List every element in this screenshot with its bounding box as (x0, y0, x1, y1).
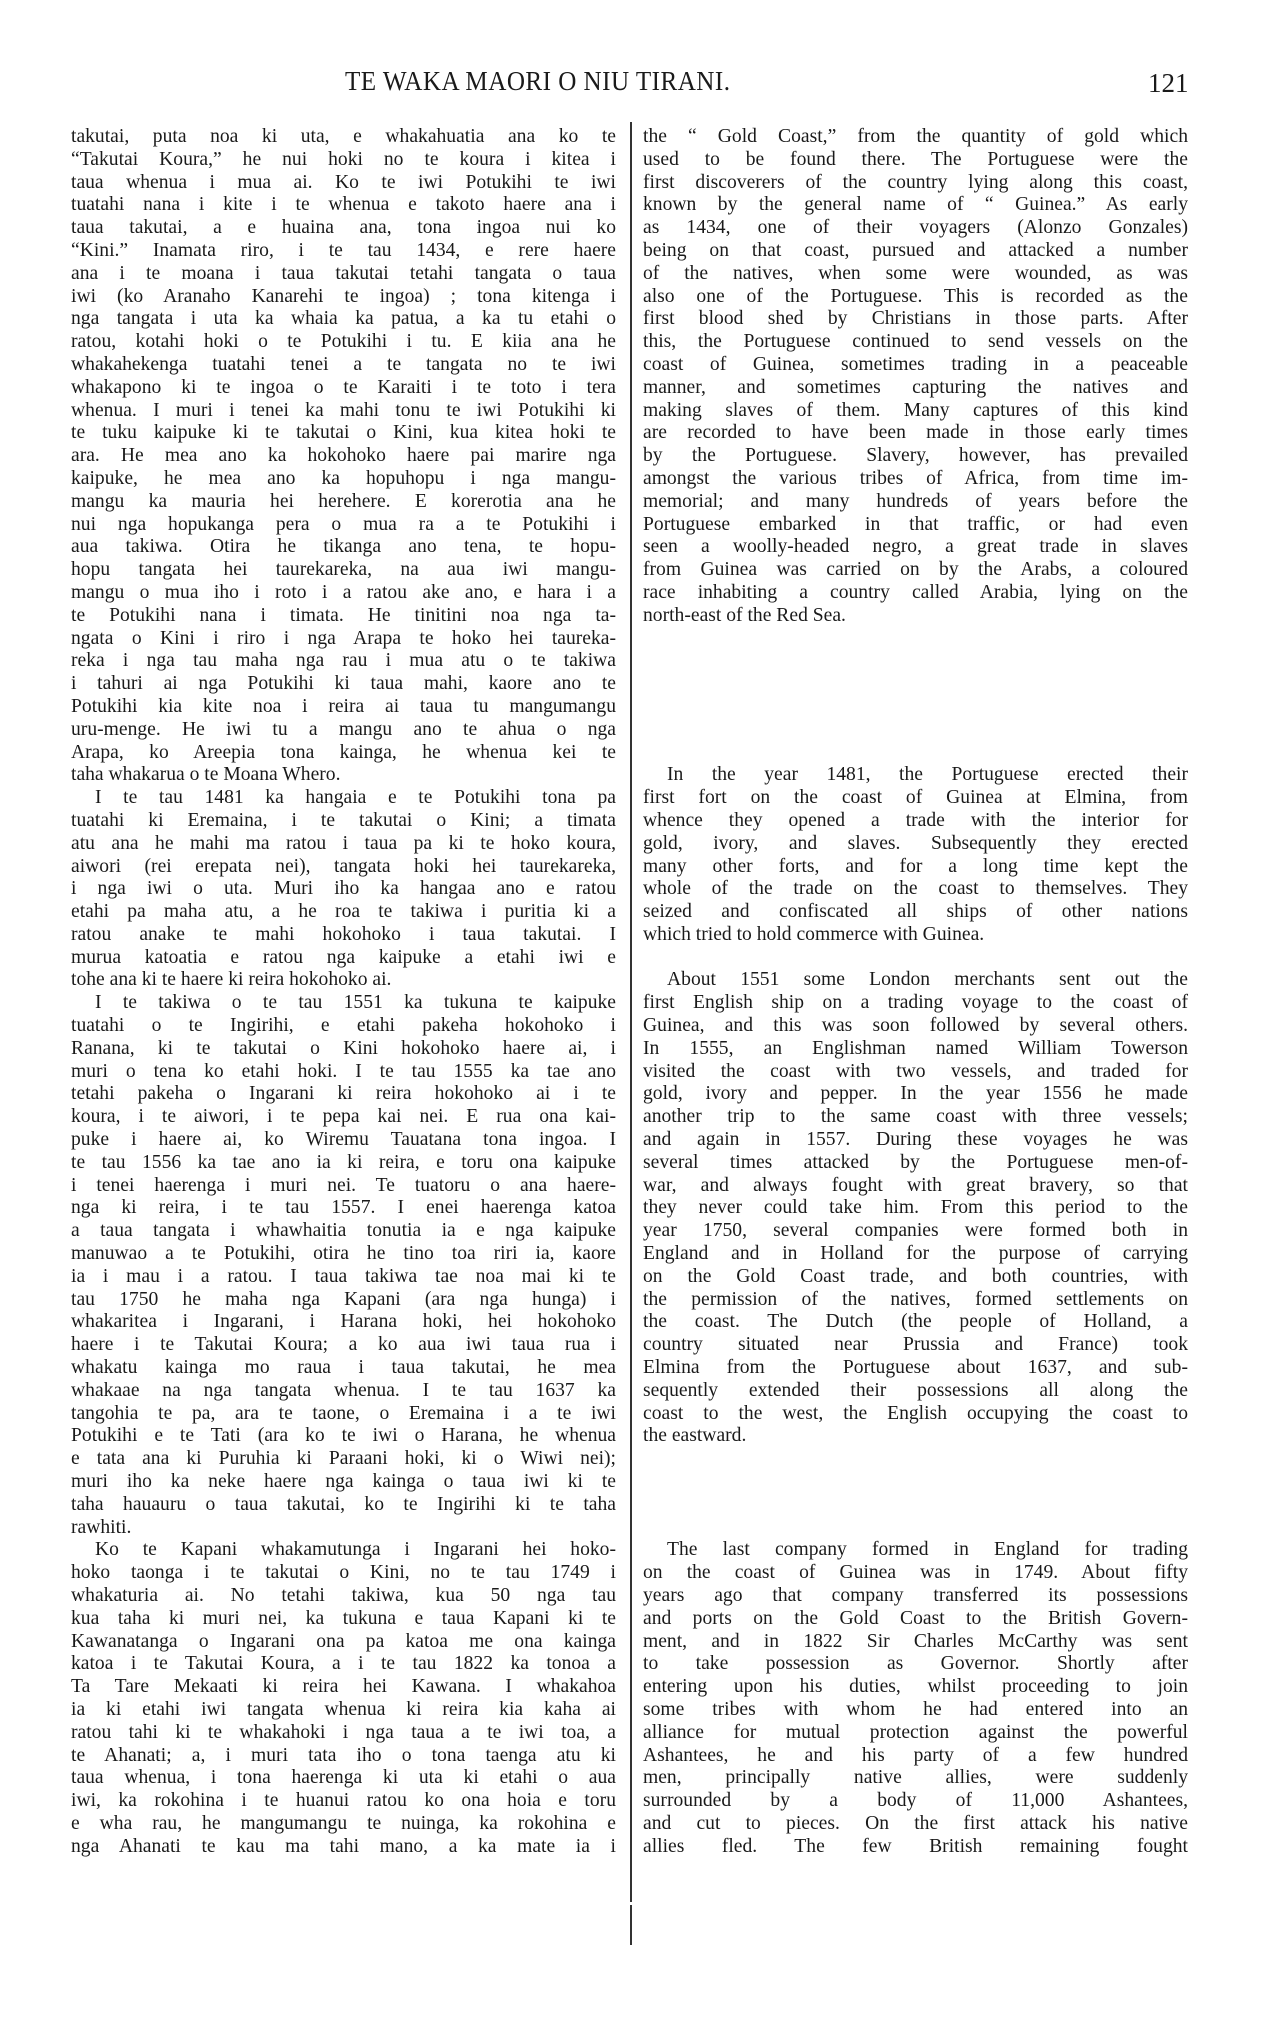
maori-text-column (71, 126, 616, 1859)
paragraph-gap (643, 1448, 1188, 1471)
text-line: ratou anake te mahi hokohoko i taua takutai. I (71, 923, 616, 945)
text-line: north-east of the Red Sea. (643, 604, 846, 626)
text-line: tuatahi o te Ingirihi, e etahi pakeha hokohoko i (71, 1015, 616, 1037)
text-line: nga Ahanati te kau ma tahi mano, a ka mate ia i (71, 1835, 616, 1857)
paragraph-gap (643, 628, 1188, 651)
text-line: mangu ka mauria hei herehere. E korerotia ana he (71, 490, 616, 512)
text-line: war, and always fought with great bravery, so that (643, 1174, 1188, 1196)
text-line: rawhiti. (71, 1516, 132, 1538)
text-line: mangu o mua iho i roto i a ratou ake ano, e hara i a (71, 581, 616, 603)
text-line: many other forts, and for a long time kept the (643, 855, 1188, 877)
text-line: are recorded to have been made in those early times (643, 422, 1188, 444)
text-line: iwi (ko Aranaho Kanarehi te ingoa) ; tona kitenga i (71, 285, 616, 307)
text-line: as 1434, one of their voyagers (Alonzo Gonzales) (643, 217, 1188, 239)
text-line: whence they opened a trade with the interior for (643, 809, 1188, 831)
text-line: taua whenua, i tona haerenga ki uta ki etahi o aua (71, 1767, 616, 1789)
text-line: whakatu kainga mo raua i taua takutai, he mea (71, 1357, 616, 1379)
text-line: and again in 1557. During these voyages he was (643, 1129, 1188, 1151)
text-line: sequently extended their possessions all along the (643, 1379, 1188, 1401)
text-line: Portuguese embarked in that traffic, or had even (643, 513, 1188, 535)
paragraph (643, 969, 1188, 1448)
text-line: Elmina from the Portuguese about 1637, and sub- (643, 1357, 1188, 1379)
text-line: i tahuri ai nga Potukihi ki taua mahi, kaore ano te (71, 673, 616, 695)
column-divider (630, 122, 632, 1902)
text-line: te tau 1556 ka tae ano ia ki reira, e toru ona kaipuke (71, 1151, 616, 1173)
text-line: tau 1750 he maha nga Kapani (ara nga hunga) i (71, 1288, 616, 1310)
text-line: muri iho ka neke haere nga kainga o taua iwi ki te (71, 1471, 616, 1493)
text-line: from Guinea was carried on by the Arabs, a coloured (643, 559, 1188, 581)
text-line: whenua. I muri i tenei ka mahi tonu te iwi Potukihi ki (71, 399, 616, 421)
paragraph-gap (643, 719, 1188, 742)
text-line: hopu tangata hei taurekareka, na aua iwi mangu- (71, 559, 616, 581)
text-line: e tata ana ki Puruhia ki Paraani hoki, ki o Wiwi nei); (71, 1448, 616, 1470)
text-line: men, principally native allies, were suddenly (643, 1767, 1188, 1789)
text-line: aua takiwa. Otira he tikanga ano tena, te hopu- (71, 536, 616, 558)
text-line: first discoverers of the country lying along this coast, (643, 171, 1188, 193)
paragraph-gap (643, 1494, 1188, 1517)
text-line: taua whenua i mua ai. Ko te iwi Potukihi te iwi (71, 171, 616, 193)
paragraph-gap (643, 742, 1188, 765)
paragraph-gap (643, 696, 1188, 719)
text-line: Kawanatanga o Ingarani ona pa katoa me ona kainga (71, 1630, 616, 1652)
text-line: iwi, ka rokohina i te huanui ratou ko ona hoia e toru (71, 1790, 616, 1812)
text-line: coast of Guinea, sometimes trading in a peaceable (643, 353, 1188, 375)
text-line: coast to the west, the English occupying the coast to (643, 1402, 1188, 1424)
text-line: manner, and sometimes capturing the natives and (643, 376, 1188, 398)
text-line: ngata o Kini i riro i nga Arapa te hoko hei taureka- (71, 627, 616, 649)
column-divider-lower (630, 1905, 632, 1945)
text-line: on the Gold Coast trade, and both countries, with (643, 1265, 1188, 1287)
text-line: several times attacked by the Portuguese men-of- (643, 1151, 1188, 1173)
text-line: “Kini.” Inamata riro, i te tau 1434, e rere haere (71, 239, 616, 261)
text-line: In 1555, an Englishman named William Towerson (643, 1037, 1188, 1059)
text-line: ratou tahi ki te whakahoki i nga taua a te iwi toa, a (71, 1721, 616, 1743)
text-line: nga ki reira, i te tau 1557. I enei haerenga katoa (71, 1197, 616, 1219)
text-line: year 1750, several companies were formed both in (643, 1220, 1188, 1242)
text-line: nga tangata i uta ka whaia ka patua, a ka tu etahi o (71, 308, 616, 330)
text-line: Ko te Kapani whakamutunga i Ingarani hei hoko- (95, 1539, 616, 1561)
text-line: reka i nga tau maha nga rau i mua atu o te takiwa (71, 650, 616, 672)
text-line: race inhabiting a country called Arabia, lying on the (643, 581, 1188, 603)
text-line: England and in Holland for the purpose of carrying (643, 1243, 1188, 1265)
text-line: i tenei haerenga i muri nei. Te tuatoru o ana haere- (71, 1174, 616, 1196)
text-line: by the Portuguese. Slavery, however, has prevailed (643, 445, 1188, 467)
text-line: ara. He mea ano ka hokohoko haere pai marire nga (71, 445, 616, 467)
text-line: manuwao a te Potukihi, otira he tino toa riri ia, kaore (71, 1243, 616, 1265)
text-line: takutai, puta noa ki uta, e whakahuatia ana ko te (71, 126, 616, 147)
text-line: of the natives, when some were wounded, as was (643, 262, 1188, 284)
text-line: i nga iwi o uta. Muri iho ka hangaa ano e ratou (71, 878, 616, 900)
text-line: tuatahi nana i kite i te whenua e takoto haere ana i (71, 194, 616, 216)
text-line: first fort on the coast of Guinea at Elmina, from (643, 787, 1188, 809)
text-line: amongst the various tribes of Africa, from time im- (643, 467, 1188, 489)
text-line: te Potukihi nana i timata. He tinitini noa nga ta- (71, 604, 616, 626)
text-line: whakaae na nga tangata whenua. I te tau 1637 ka (71, 1379, 616, 1401)
text-line: whakaturia ai. No tetahi takiwa, kua 50 nga tau (71, 1585, 616, 1606)
paragraph (643, 126, 1188, 628)
text-line: years ago that company transferred its possessions (643, 1585, 1188, 1606)
text-line: uru-menge. He iwi tu a mangu ano te ahua o nga (71, 718, 616, 740)
text-line: tohe ana ki te haere ki reira hokohoko ai. (71, 969, 392, 991)
running-title: TE WAKA MAORI O NIU TIRANI. (345, 66, 731, 96)
text-line: seized and confiscated all ships of other nations (643, 901, 1188, 923)
text-line: “Takutai Koura,” he nui hoki no te koura i kitea i (71, 148, 616, 170)
text-line: About 1551 some London merchants sent out the (667, 969, 1188, 991)
page-number: 121 (1148, 68, 1189, 98)
text-line: I te tau 1481 ka hangaia e te Potukihi tona pa (95, 787, 616, 809)
paragraph-gap (643, 650, 1188, 673)
page-header (0, 66, 1280, 106)
text-line: muri o tena ko etahi hoki. I te tau 1555 ka tae ano (71, 1060, 616, 1082)
text-line: ana i te moana i taua takutai tetahi tangata o taua (71, 262, 616, 284)
text-line: a taua tangata i whawhaitia tonutia ia e nga kaipuke (71, 1220, 616, 1242)
text-line: making slaves of them. Many captures of this kind (643, 399, 1188, 421)
paragraph-gap (643, 1517, 1188, 1540)
text-line: whakapono ki te ingoa o te Karaiti i te toto i tera (71, 376, 616, 398)
text-line: whakahekenga tuatahi tenei a te tangata no te iwi (71, 353, 616, 375)
text-line: being on that coast, pursued and attacked a number (643, 239, 1188, 261)
text-line: kaipuke, he mea ano ka hopuhopu i nga mangu- (71, 467, 616, 489)
text-line: ratou, kotahi hoki o te Potukihi i tu. E kiia ana he (71, 331, 616, 353)
paragraph (643, 764, 1188, 946)
text-line: te Ahanati; a, i muri tata iho o tona taenga atu ki (71, 1744, 616, 1766)
text-line: allies fled. The few British remaining fought (643, 1835, 1188, 1857)
text-line: tetahi pakeha o Ingarani ki reira hokohoko ai i te (71, 1083, 616, 1105)
text-line: etahi pa maha atu, a he roa te takiwa i puritia ki a (71, 901, 616, 923)
text-line: Potukihi kia kite noa i reira ai taua tu mangumangu (71, 695, 616, 717)
text-line: to take possession as Governor. Shortly after (643, 1653, 1188, 1675)
text-line: known by the general name of “ Guinea.” As early (643, 194, 1188, 216)
text-line: tangohia te pa, ara te taone, o Eremaina i a te iwi (71, 1402, 616, 1424)
paragraph-gap (643, 947, 1188, 970)
text-line: katoa i te Takutai Koura, a i te tau 1822 ka tonoa a (71, 1653, 616, 1675)
text-line: and ports on the Gold Coast to the British Govern- (643, 1607, 1188, 1629)
text-line: haere i te Takutai Koura; a ko aua iwi taua rua i (71, 1334, 616, 1356)
text-line: hoko taonga i te takutai o Kini, no te tau 1749 i (71, 1562, 616, 1584)
paragraph-gap (643, 673, 1188, 696)
text-line: surrounded by a body of 11,000 Ashantees, (643, 1790, 1188, 1812)
text-line: Arapa, ko Areepia tona kainga, he whenua kei te (71, 741, 616, 763)
text-line: I te takiwa o te tau 1551 ka tukuna te kaipuke (95, 992, 616, 1014)
text-line: Guinea, and this was soon followed by several others. (643, 1015, 1188, 1037)
text-line: kua taha ki muri nei, ka tukuna e taua Kapani ki te (71, 1607, 616, 1629)
text-line: the permission of the natives, formed settlements on (643, 1288, 1188, 1310)
text-line: alliance for mutual protection against the powerful (643, 1721, 1188, 1743)
text-line: puke i haere ai, ko Wiremu Tauatana tona ingoa. I (71, 1129, 616, 1151)
text-line: memorial; and many hundreds of years before the (643, 490, 1188, 512)
text-line: ia ki etahi iwi tangata whenua ki reira kia kaha ai (71, 1698, 616, 1720)
text-line: on the coast of Guinea was in 1749. About fifty (643, 1562, 1188, 1584)
text-line: The last company formed in England for trading (667, 1539, 1188, 1561)
text-line: koura, i te aiwori, i te pepa kai nei. E rua ona kai- (71, 1106, 616, 1128)
text-line: gold, ivory, and slaves. Subsequently they erected (643, 832, 1188, 854)
text-line: entering upon his duties, whilst proceeding to join (643, 1676, 1188, 1698)
text-line: ia i mau i a ratou. I taua takiwa tae noa mai ki te (71, 1265, 616, 1287)
text-line: and cut to pieces. On the first attack his native (643, 1812, 1188, 1834)
text-line: some tribes with whom he had entered into an (643, 1698, 1188, 1720)
text-line: the “ Gold Coast,” from the quantity of gold which (643, 126, 1188, 147)
text-line: the coast. The Dutch (the people of Holland, a (643, 1311, 1188, 1333)
text-line: nui nga hopukanga pera o mua ra a te Potukihi i (71, 513, 616, 535)
text-line: visited the coast with two vessels, and traded for (643, 1060, 1188, 1082)
text-line: which tried to hold commerce with Guinea. (643, 923, 985, 945)
text-line: murua katoatia e ratou nga kaipuke a etahi iwi e (71, 946, 616, 968)
text-line: whakaritea i Ingarani, i Harana hoki, hei hokohoko (71, 1311, 616, 1333)
text-line: ment, and in 1822 Sir Charles McCarthy was sent (643, 1630, 1188, 1652)
text-line: In the year 1481, the Portuguese erected their (667, 764, 1188, 786)
text-line: taua takutai, a e huaina ana, tona ingoa nui ko (71, 217, 616, 239)
text-line: atu ana he mahi ma ratou i taua pa ki te hoko koura, (71, 832, 616, 854)
text-line: Potukihi e te Tati (ara ko te iwi o Harana, he whenua (71, 1425, 616, 1447)
text-line: taha whakarua o te Moana Whero. (71, 764, 341, 786)
text-line: Ashantees, he and his party of a few hundred (643, 1744, 1188, 1766)
text-line: Ta Tare Mekaati ki reira hei Kawana. I whakahoa (71, 1676, 616, 1698)
text-line: gold, ivory and pepper. In the year 1556 he made (643, 1083, 1188, 1105)
text-line: also one of the Portuguese. This is recorded as the (643, 285, 1188, 307)
text-line: e wha rau, he mangumangu te nuinga, ka rokohina e (71, 1812, 616, 1834)
text-line: Ranana, ki te takutai o Kini hokohoko haere ai, i (71, 1037, 616, 1059)
text-line: seen a woolly-headed negro, a great trade in slaves (643, 536, 1188, 558)
english-text-column (643, 126, 1188, 1859)
paragraph (643, 1539, 1188, 1858)
text-line: aiwori (rei erepata nei), tangata hoki hei taurekareka, (71, 855, 616, 877)
text-line: tuatahi ki Eremaina, i te takutai o Kini; a timata (71, 809, 616, 831)
text-line: they never could take him. From this period to the (643, 1197, 1188, 1219)
text-line: taha hauauru o taua takutai, ko te Ingirihi ki te taha (71, 1493, 616, 1515)
text-line: whole of the trade on the coast to themselves. They (643, 878, 1188, 900)
text-line: another trip to the same coast with three vessels; (643, 1106, 1188, 1128)
text-line: first blood shed by Christians in those parts. After (643, 308, 1188, 330)
text-line: te tuku kaipuke ki te takutai o Kini, kua kitea hoki te (71, 422, 616, 444)
text-line: country situated near Prussia and France) took (643, 1334, 1188, 1356)
text-line: this, the Portuguese continued to send vessels on the (643, 331, 1188, 353)
paragraph-gap (643, 1471, 1188, 1494)
text-line: first English ship on a trading voyage to the coast of (643, 992, 1188, 1014)
text-line: used to be found there. The Portuguese were the (643, 148, 1188, 170)
text-line: the eastward. (643, 1425, 747, 1447)
